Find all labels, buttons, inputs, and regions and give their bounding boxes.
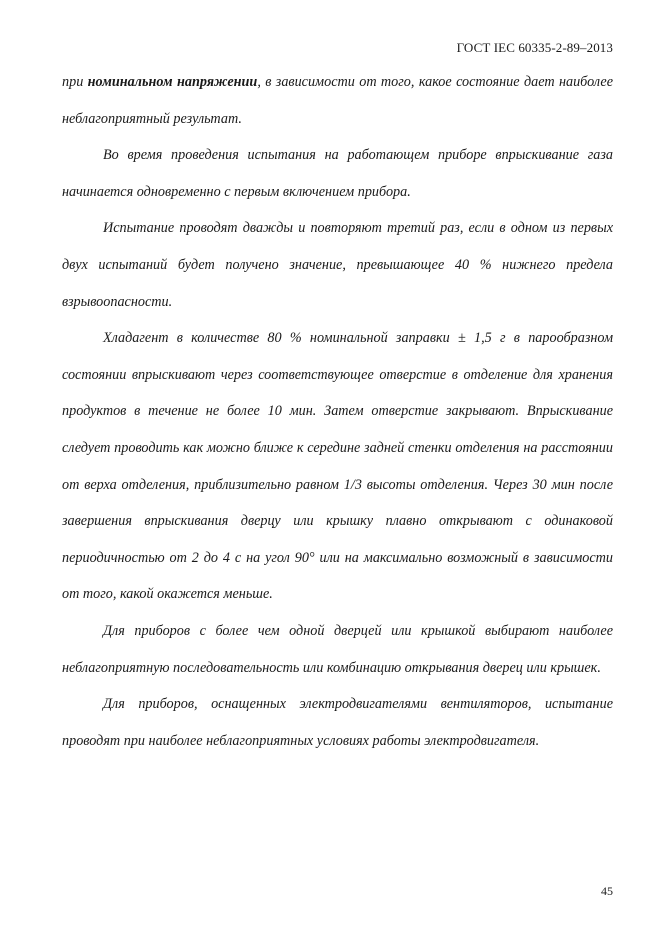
document-header: ГОСТ IEC 60335-2-89–2013 <box>456 40 613 55</box>
paragraph-fan-motors: Для приборов, оснащенных электродвигателями вентиляторов, испытание проводят при наиболее неблагоприятных условиях работы электродвигателя. <box>62 696 613 749</box>
page-number: 45 <box>601 884 613 898</box>
paragraph-gas-injection: Во время проведения испытания на работающем приборе впрыскивание газа начинается одновременно с первым включением прибора. <box>62 147 613 200</box>
paragraph-test-repetition: Испытание проводят дважды и повторяют третий раз, если в одном из первых двух испытаний будет получено значение, превышающее 40 % нижнего предела взрывоопасности. <box>62 220 613 310</box>
paragraph-continuation <box>62 64 613 137</box>
paragraph-1-post: , в зависимости от того, какое состояние дает наиболее неблагоприятный результат. <box>62 74 614 127</box>
paragraph-1-pre: при <box>62 74 88 90</box>
paragraph-multiple-doors: Для приборов с более чем одной дверцей или крышкой выбирают наиболее неблагоприятную последовательность или комбинацию открывания дверец или крышек. <box>62 622 613 676</box>
document-body <box>62 64 613 759</box>
paragraph-1-bold-term: номинальном напряжении <box>87 74 258 90</box>
paragraph-refrigerant-injection: Хладагент в количестве 80 % номинальной заправки ± 1,5 г в парообразном состоянии впрыскивают через соответствующее отверстие в отделение для хранения продуктов в течение не более 10 мин. Затем отверстие закрывают. Впрыскивание следует проводить как можно ближе к середине задней стенки отделения на расстоянии от верха отделения, приблизительно равном 1/3 высоты отделения. Через 30 мин после завершения впрыскивания дверцу или крышку плавно открывают с одинаковой периодичностью от 2 до 4 с на угол 90° или на максимально возможный в зависимости от того, какой окажется меньше. <box>62 330 613 603</box>
